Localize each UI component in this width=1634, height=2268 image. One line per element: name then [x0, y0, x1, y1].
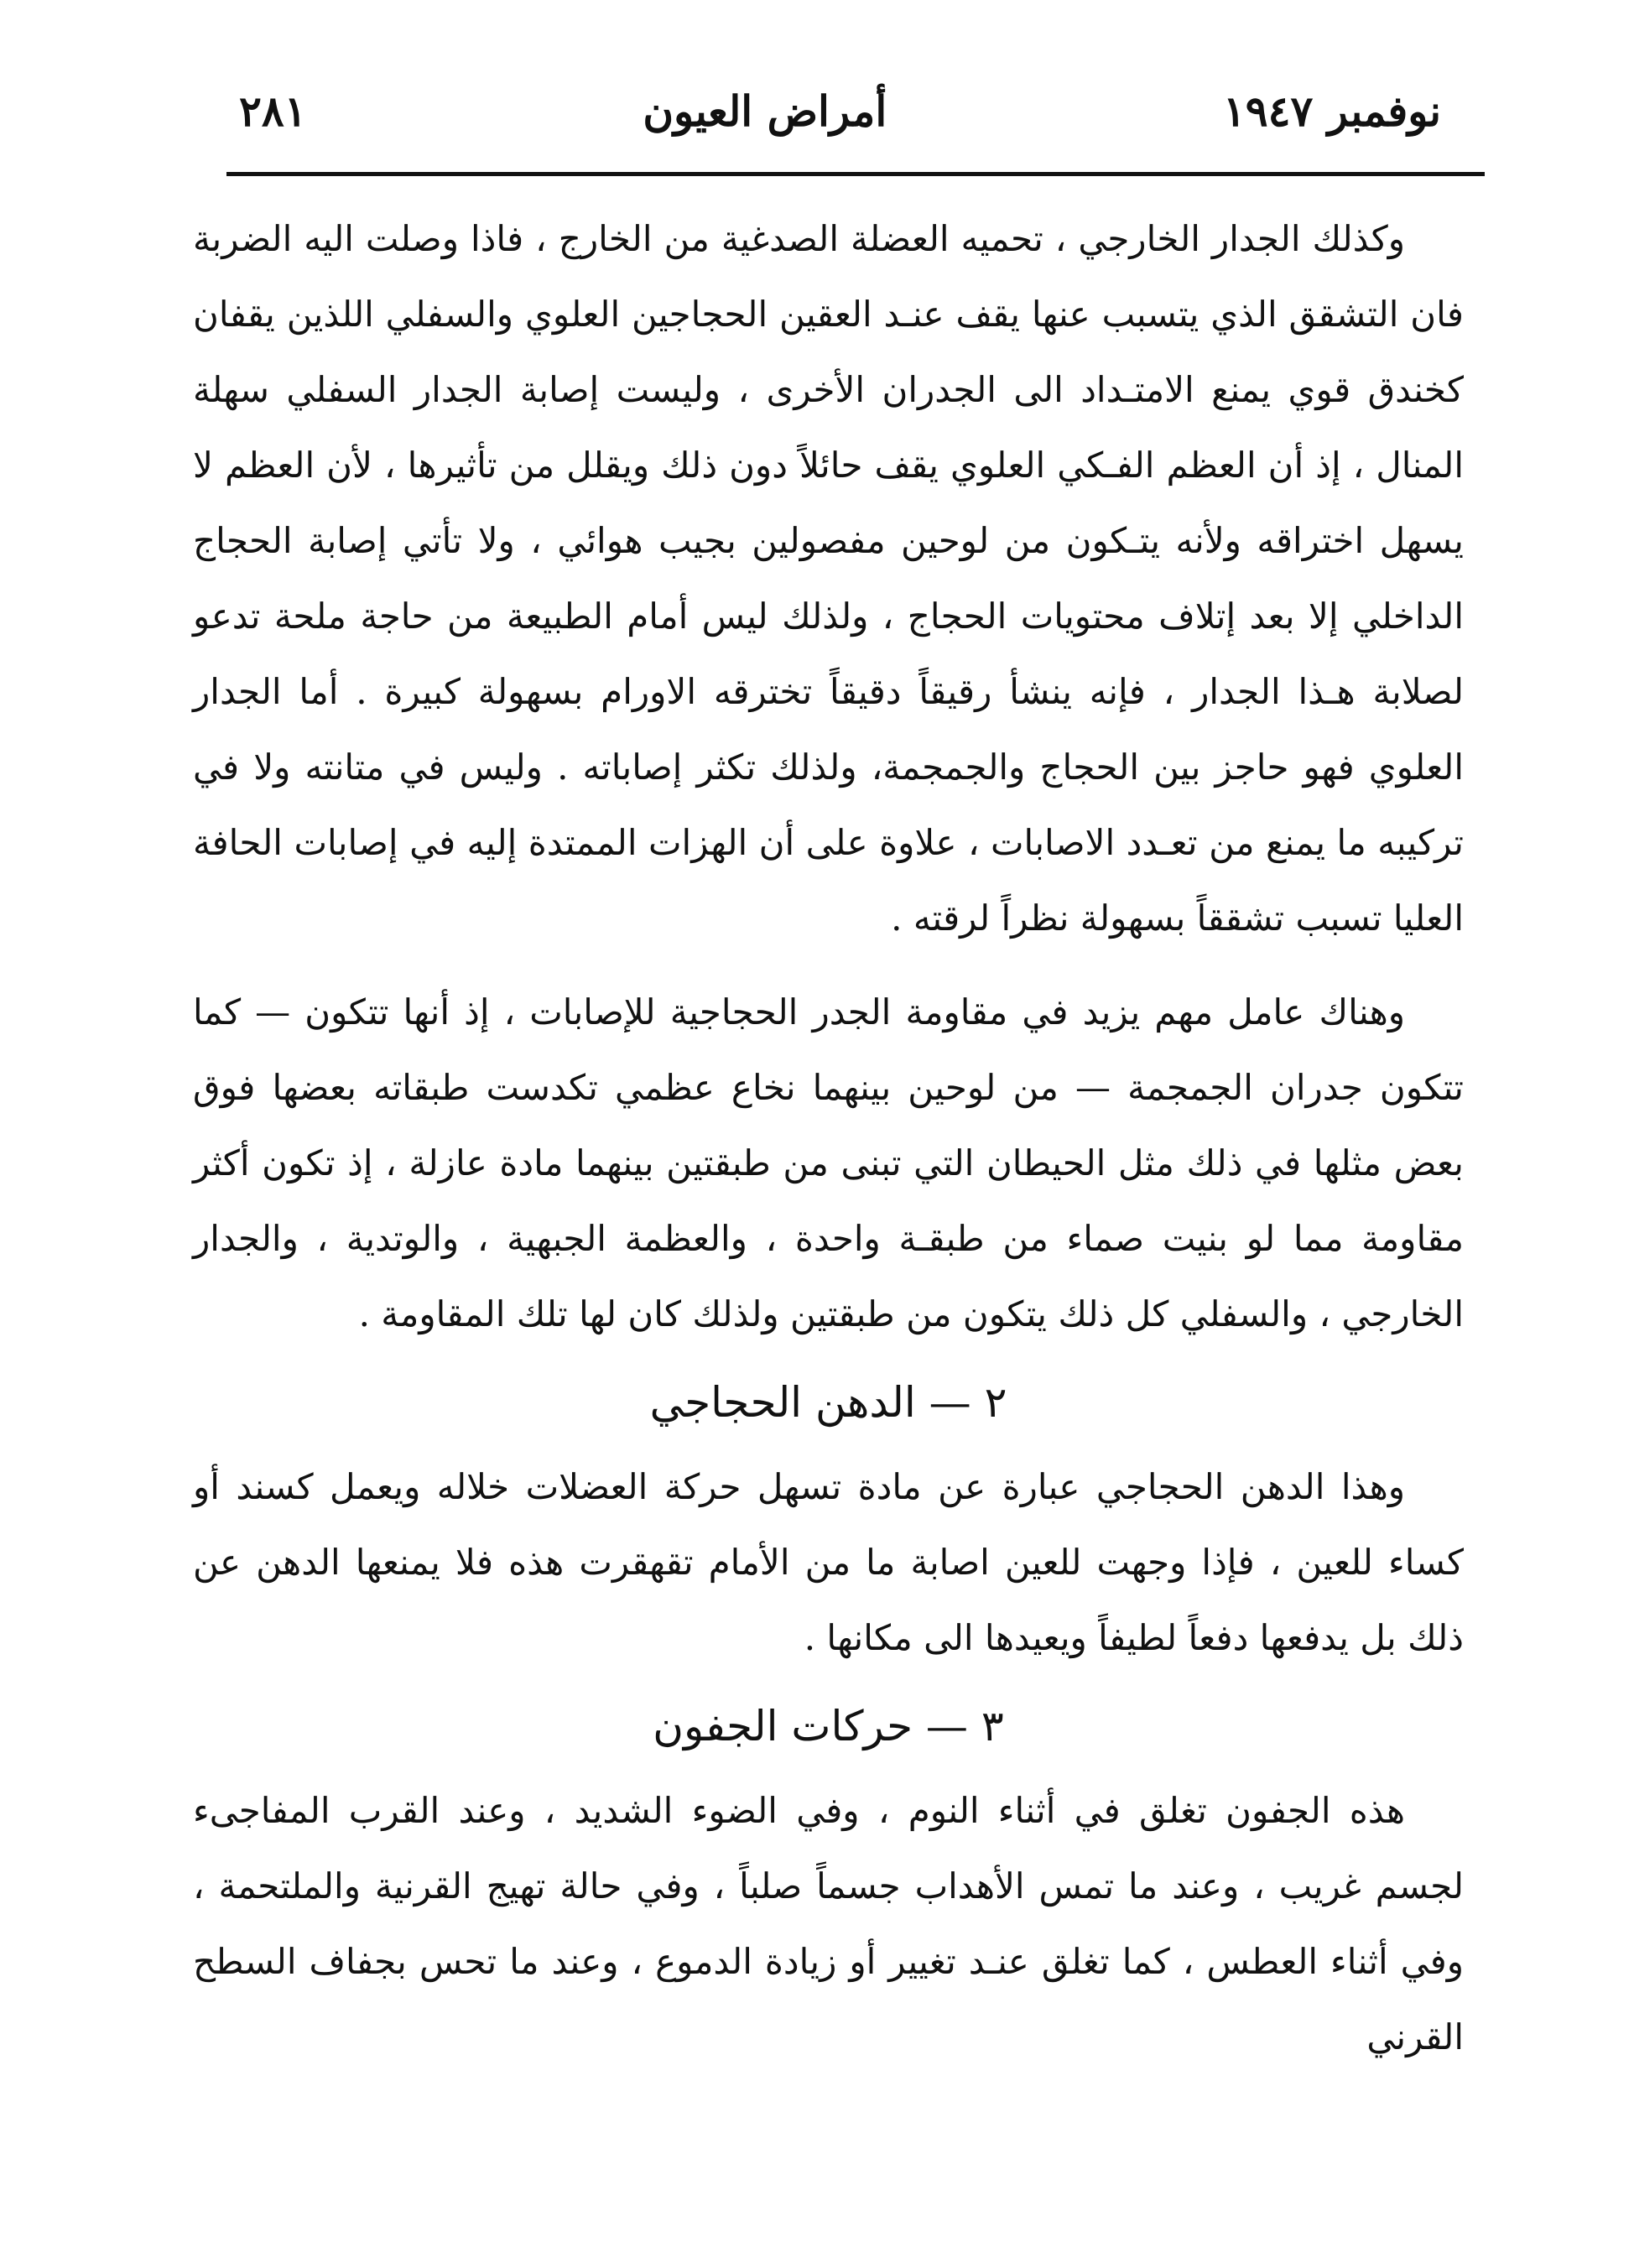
- header-title: أمراض العيون: [643, 86, 887, 136]
- running-header: [239, 77, 1441, 144]
- section-heading-eyelid-movements: ٣ — حركات الجفون: [653, 1702, 1004, 1750]
- header-rule: [226, 172, 1485, 176]
- paragraph-orbital-fat: وهذا الدهن الحجاجي عبارة عن مادة تسهل حركة العضلات خلاله ويعمل كسند أو كساء للعين ، فإذا وجهت للعين اصابة ما من الأمام تقهقرت هذه فلا يمنعها الدهن عن ذلك بل يدفعها دفعاً لطيفاً ويعيدها الى مكانها .: [193, 1466, 1464, 1658]
- page-body: [193, 201, 1464, 2075]
- header-date: نوفمبر ١٩٤٧: [1222, 86, 1441, 136]
- paragraph-wall-layers: وهناك عامل مهم يزيد في مقاومة الجدر الحجاجية للإصابات ، إذ أنها تتكون — كما تتكون جدران الجمجمة — من لوحين بينهما نخاع عظمي تكدست طبقاته بعضها فوق بعض مثلها في ذلك مثل الحيطان التي تبنى من طبقتين بينهما مادة عازلة ، إذ تكون أكثر مقاومة مما لو بنيت صماء من طبقـة واحدة ، والعظمة الجبهية ، والوتدية ، والجدار الخارجي ، والسفلي كل ذلك يتكون من طبقتين ولذلك كان لها تلك المقاومة .: [193, 991, 1464, 1334]
- section-heading-orbital-fat: ٢ — الدهن الحجاجي: [649, 1378, 1007, 1427]
- paragraph-outer-wall: وكذلك الجدار الخارجي ، تحميه العضلة الصدغية من الخارج ، فاذا وصلت اليه الضربة فان التشقق الذي يتسبب عنها يقف عنـد العقين الحجاجين العلوي والسفلي اللذين يقفان كخندق قوي يمنع الامتـداد الى الجدران الأخرى ، وليست إصابة الجدار السفلي سهلة المنال ، إذ أن العظم الفـكي العلوي يقف حائلاً دون ذلك ويقلل من تأثيرها ، لأن العظم لا يسهل اختراقه ولأنه يتـكون من لوحين مفصولين بجيب هوائي ، ولا تأتي إصابة الحجاج الداخلي إلا بعد إتلاف محتويات الحجاج ، ولذلك ليس أمام الطبيعة من حاجة ملحة تدعو لصلابة هـذا الجدار ، فإنه ينشأ رقيقاً دقيقاً تخترقه الاورام بسهولة كبيرة . أما الجدار العلوي فهو حاجز بين الحجاج والجمجمة، ولذلك تكثر إصاباته . وليس في متانته ولا في تركيبه ما يمنع من تعـدد الاصابات ، علاوة على أن الهزات الممتدة إليه في إصابات الحافة العليا تسبب تشققاً بسهولة نظراً لرقته .: [193, 218, 1465, 939]
- page-number: ٢٨١: [239, 86, 307, 136]
- paragraph-eyelid-movements: هذه الجفون تغلق في أثناء النوم ، وفي الضوء الشديد ، وعند القرب المفاجىء لجسم غريب ، وعند ما تمس الأهداب جسماً صلباً ، وفي حالة تهيج القرنية والملتحمة ، وفي أثناء العطس ، كما تغلق عنـد تغيير أو زيادة الدموع ، وعند ما تحس بجفاف السطح القرني: [193, 1790, 1464, 2057]
